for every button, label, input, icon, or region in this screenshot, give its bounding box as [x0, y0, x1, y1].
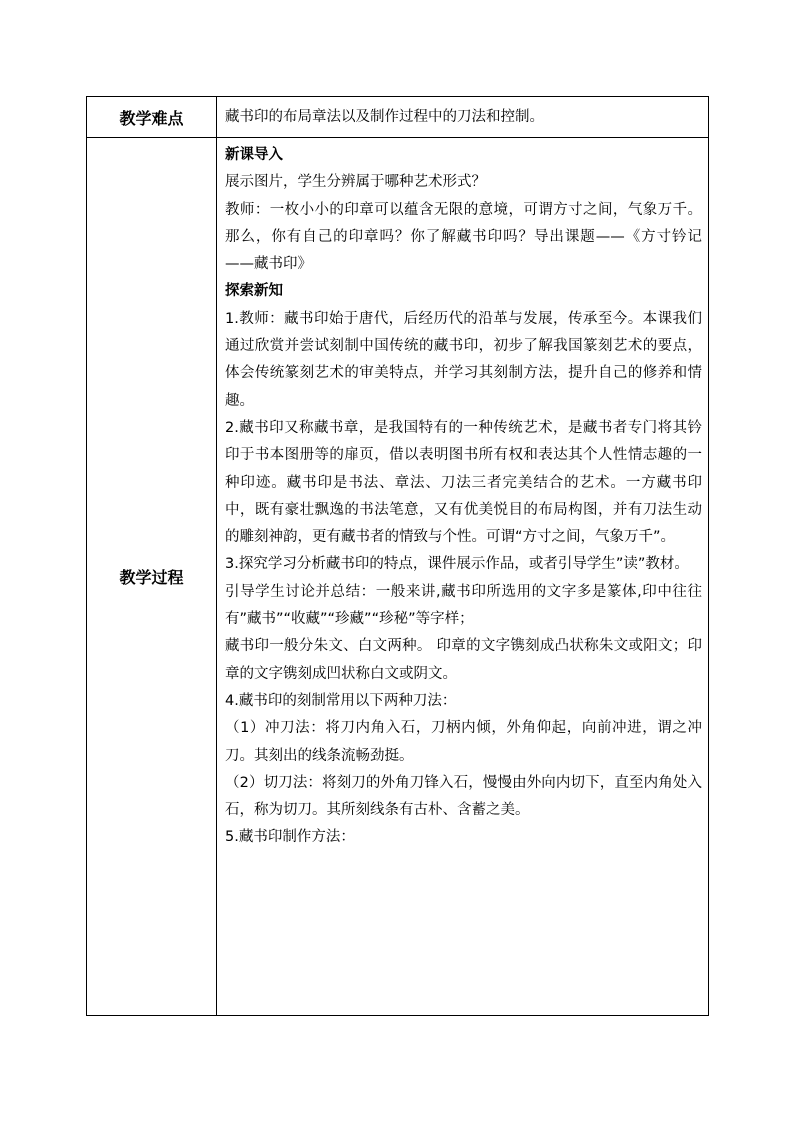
difficulty-label: 教学难点	[87, 97, 217, 138]
paragraph: 2.藏书印又称藏书章，是我国特有的一种传统艺术，是藏书者专门将其钤印于书本图册等的扉页，借以表明图书所有权和表达其个人性情志趣的一种印迹。藏书印是书法、章法、刀法三者完美结合的艺术。一方藏书印中，既有豪壮飘逸的书法笔意，又有优美悦目的布局构图，并有刀法生动的雕刻神韵，更有藏书者的情致与个性。可谓“方寸之间，气象万千”。	[225, 419, 702, 546]
paragraph: （1）冲刀法：将刀内角入石，刀柄内倾，外角仰起，向前冲进，谓之冲刀。其刻出的线条流畅劲挺。	[225, 720, 702, 764]
lesson-plan-table	[86, 96, 709, 1016]
process-label: 教学过程	[87, 138, 217, 1016]
paragraph: 引导学生讨论并总结：一般来讲,藏书印所选用的文字多是篆体,印中往往有”藏书”“收藏”“珍藏”“珍秘”等字样；	[225, 583, 702, 628]
difficulty-row	[87, 97, 709, 138]
section-heading-intro: 新课导入	[225, 147, 283, 163]
section-heading-explore: 探索新知	[225, 283, 283, 300]
paragraph: 4.藏书印的刻制常用以下两种刀法：	[225, 692, 457, 709]
process-content	[217, 138, 709, 1016]
difficulty-value: 藏书印的布局章法以及制作过程中的刀法和控制。	[217, 97, 709, 138]
paragraph: 5.藏书印制作方法：	[225, 829, 355, 846]
paragraph: 藏书印一般分朱文、白文两种。 印章的文字镌刻成凸状称朱文或阳文；印章的文字镌刻成凹状称白文或阴文。	[225, 638, 702, 682]
paragraph: 3.探究学习分析藏书印的特点，课件展示作品，或者引导学生”读”教材。	[225, 556, 689, 573]
process-row	[87, 138, 709, 1016]
paragraph: 展示图片，学生分辨属于哪种艺术形式？	[225, 174, 486, 191]
paragraph: （2）切刀法：将刻刀的外角刀锋入石，慢慢由外向内切下，直至内角处入石，称为切刀。其所刻线条有古朴、含蓄之美。	[225, 774, 702, 819]
paragraph: 1.教师：藏书印始于唐代，后经历代的沿革与发展，传承至今。本课我们通过欣赏并尝试刻制中国传统的藏书印，初步了解我国篆刻艺术的要点，体会传统篆刻艺术的审美特点，并学习其刻制方法，提升自己的修养和情趣。	[225, 310, 702, 409]
paragraph: 教师：一枚小小的印章可以蕴含无限的意境，可谓方寸之间，气象万千。那么，你有自己的印章吗？你了解藏书印吗？导出课题——《方寸钤记——藏书印》	[225, 201, 702, 273]
